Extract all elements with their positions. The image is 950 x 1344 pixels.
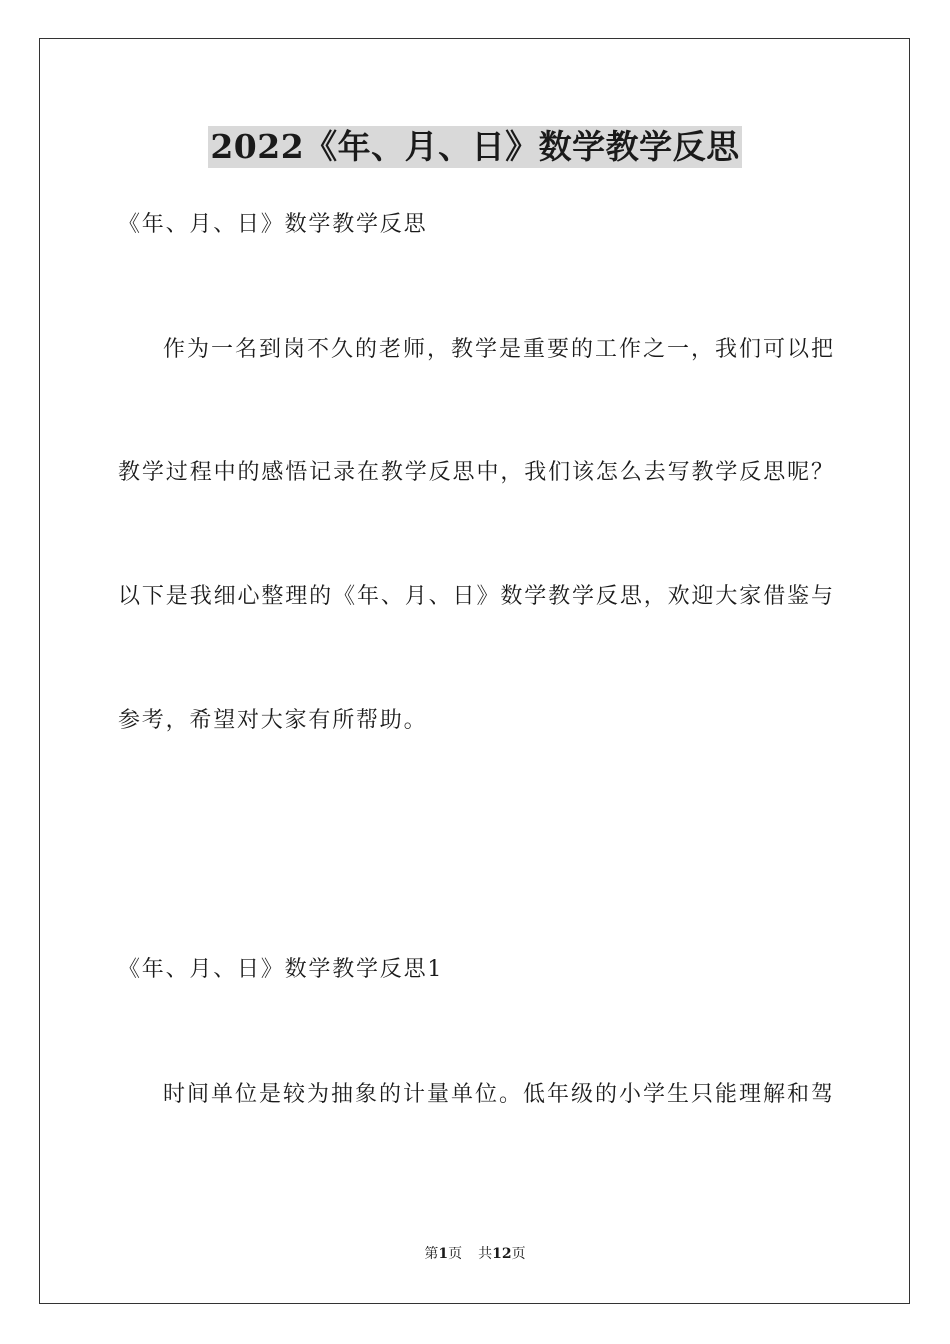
- title-container: [0, 126, 950, 168]
- paragraph-line: 以下是我细心整理的《年、月、日》数学教学反思，欢迎大家借鉴与: [118, 584, 833, 609]
- footer-total-suffix: 页: [511, 1246, 526, 1262]
- page-footer: [0, 1245, 950, 1263]
- paragraph-line: 参考，希望对大家有所帮助。: [118, 708, 428, 733]
- footer-page-number: 1: [438, 1246, 449, 1262]
- footer-page-suffix: 页: [448, 1246, 463, 1262]
- paragraph-line: 作为一名到岗不久的老师，教学是重要的工作之一，我们可以把: [163, 337, 833, 362]
- footer-page-prefix: 第: [424, 1246, 439, 1262]
- paragraph-line: 教学过程中的感悟记录在教学反思中，我们该怎么去写教学反思呢？: [118, 460, 833, 485]
- section-heading: 《年、月、日》数学教学反思1: [118, 957, 444, 982]
- footer-total-prefix: 共: [478, 1246, 493, 1262]
- paragraph-line: 时间单位是较为抽象的计量单位。低年级的小学生只能理解和驾: [163, 1082, 833, 1107]
- document-subtitle: 《年、月、日》数学教学反思: [118, 212, 428, 237]
- footer-total-pages: 12: [492, 1246, 512, 1262]
- document-title: 2022《年、月、日》数学教学反思: [210, 127, 740, 166]
